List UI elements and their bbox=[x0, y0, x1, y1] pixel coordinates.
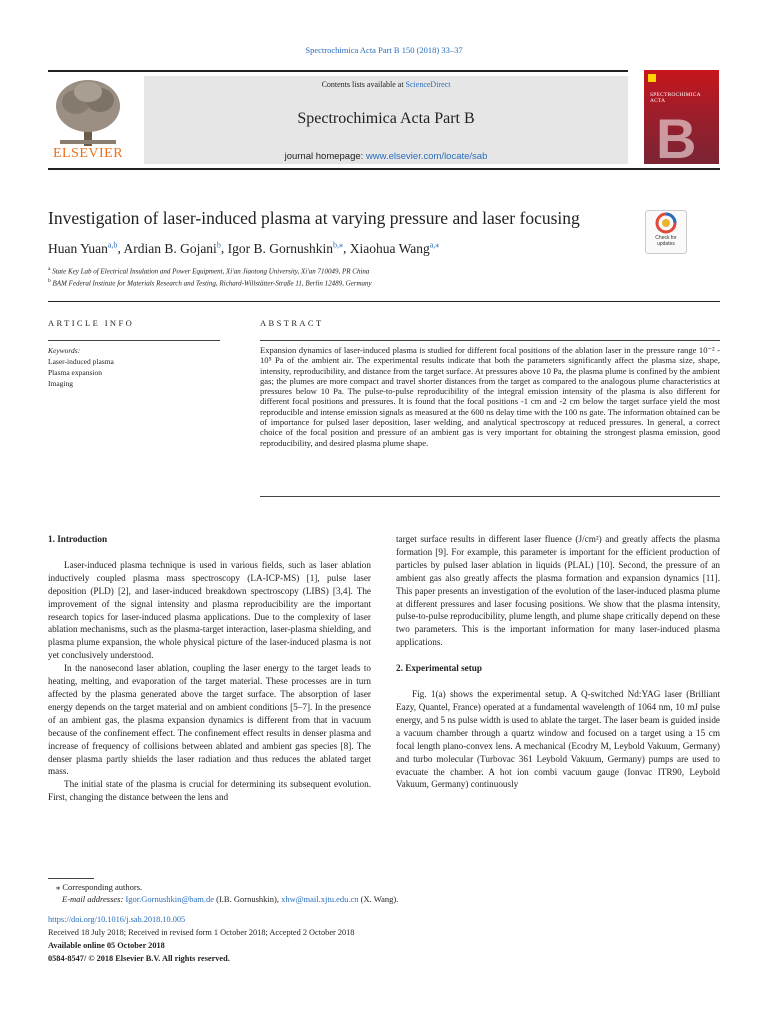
author[interactable]: Huan Yuan$^{a,b}$ bbox=[48, 240, 118, 256]
publisher-name: ELSEVIER bbox=[52, 146, 124, 161]
spacer bbox=[396, 649, 720, 662]
available-online: Available online 05 October 2018 bbox=[48, 941, 165, 950]
corresponding-authors-note: ⁎ Corresponding authors. bbox=[56, 882, 143, 892]
abstract-heading: ABSTRACT bbox=[260, 318, 324, 328]
header-rule-bottom bbox=[48, 168, 720, 170]
copyright-line: 0584-8547/ © 2018 Elsevier B.V. All rights reserved. bbox=[48, 954, 230, 963]
email-link[interactable]: Igor.Gornushkin@bam.de bbox=[125, 894, 215, 904]
section-heading-experimental-setup: 2. Experimental setup bbox=[396, 663, 483, 674]
author[interactable]: Igor B. Gornushkin$^{b,⁎}$ bbox=[227, 240, 343, 256]
footnote-rule bbox=[48, 878, 94, 879]
email-link[interactable]: xhw@mail.xjtu.edu.cn bbox=[281, 894, 359, 904]
affiliation-a: $^a$ State Key Lab of Electrical Insulation and Power Equipment, Xi'an Jiaotong University, Xi'an 710049, PR China bbox=[48, 266, 370, 276]
sciencedirect-link[interactable]: ScienceDirect bbox=[405, 80, 451, 89]
journal-citation[interactable]: Spectrochimica Acta Part B 150 (2018) 33–37 bbox=[305, 45, 463, 55]
article-info-heading: ARTICLE INFO bbox=[48, 318, 135, 328]
paragraph: Fig. 1(a) shows the experimental setup. A Q-switched Nd:YAG laser (Brilliant Eazy, Quantel, France) operated at a fundamental wavelength of 1064 nm, 10 mJ pulse energy, and 5 ns pulse width is used to ablate the target. The laser beam is guided inside a vacuum chamber through a quartz window and focused on a target using a 15 cm focal length plano-convex lens. A mechanical (Ecodry M, Leybold Vakuum, Germany) and turbo molecular (Turbovac 361 Leybold Vakuum, Germany) pumps are used to evacuate the chamber. A hot ion combi vacuum gauge (Ionvac ITR90, Leybold Vakuum, Germany) continuously bbox=[396, 689, 720, 790]
check-for-updates-button[interactable] bbox=[645, 210, 687, 254]
check-updates-icon bbox=[646, 211, 686, 235]
paragraph: Laser-induced plasma technique is used in various fields, such as laser ablation inductively coupled plasma mass spectroscopy (LA-ICP-MS) [1], pulse laser deposition (PLD) [2], and laser-induced breakdown spectroscopy (LIBS) [3,4]. The improvement of the signal intensity and plasma reproducibility are the important research topics for laser-induced plasma applications. Due to the complexity of laser ablation mechanisms, such as the plasma-target interaction, laser-plasma shielding, and plasma plume expansion, the whole physical picture of the laser-induced plasma is not yet conclusively understood. bbox=[48, 559, 371, 661]
abstract-rule-bottom bbox=[260, 496, 720, 497]
email-addresses: E-mail addresses: Igor.Gornushkin@bam.de (I.B. Gornushkin), xhw@mail.xjtu.edu.cn (X. Wang). bbox=[62, 894, 399, 904]
homepage-line bbox=[144, 151, 628, 162]
homepage-prefix: journal homepage: bbox=[284, 151, 366, 162]
contents-line bbox=[144, 80, 628, 89]
body-left-column bbox=[48, 533, 371, 804]
journal-name: Spectrochimica Acta Part B bbox=[297, 110, 475, 127]
doi-link[interactable]: https://doi.org/10.1016/j.sab.2018.10.005 bbox=[48, 915, 186, 924]
keyword: Plasma expansion bbox=[48, 368, 102, 377]
header-rule-top bbox=[48, 70, 628, 72]
abstract-text: Expansion dynamics of laser-induced plasma is studied for different focal positions of the ablation laser in the pressure range 10⁻² - 10⁵ Pa of the ambient air. The experimental results indicate that both the parameters significantly affect the plasma size, shape, intensity, reproducibility, and distance from the target surface. At pressures above 10 Pa, the plasma plume is confined by the ambient gas; the plumes are more compact and travel shorter distances from the target as compared to the analogous plume characteristics at pressures below 10 Pa. The pulse-to-pulse reproducibility of the integral emission intensity of the plasma is also different for different focal positions and pressures. It is found that the focal positions -1 cm and -2 cm below the target surface yield the most reproducible and intense emission signals as measured at the 600 ns delay time with the 100 ns gate. The information obtained can be of importance for pulsed laser deposition, laser welding, and analytical spectroscopy at reduced pressures. In general, a correct choice of the focal position and pressure of an ambient gas is very important for obtaining the strongest plasma emission, good reproducibility, and desired plasma plume shape. bbox=[260, 345, 720, 448]
cover-letter: B bbox=[656, 107, 697, 164]
section-heading-introduction: 1. Introduction bbox=[48, 534, 108, 544]
cover-title: SPECTROCHIMICA ACTA bbox=[650, 92, 701, 104]
affiliation-b: $^b$ BAM Federal Institute for Materials Research and Testing, Richard-Willstätter-Straße 11, Berlin 12489, Germany bbox=[48, 278, 372, 288]
homepage-link[interactable]: www.elsevier.com/locate/sab bbox=[365, 151, 488, 162]
paragraph: The initial state of the plasma is crucial for determining its subsequent evolution. First, changing the distance between the lens and bbox=[48, 779, 371, 803]
keywords-label: Keywords: bbox=[48, 346, 81, 355]
author[interactable]: Ardian B. Gojani$^b$ bbox=[123, 240, 221, 256]
abstract-rule bbox=[260, 340, 720, 341]
received-dates: Received 18 July 2018; Received in revised form 1 October 2018; Accepted 2 October 2018 bbox=[48, 928, 355, 937]
journal-cover-thumbnail[interactable] bbox=[644, 70, 719, 164]
author[interactable]: Xiaohua Wang$^{a,⁎}$ bbox=[349, 240, 440, 256]
author-list: Huan Yuan$^{a,b}$, Ardian B. Gojani$^b$, Igor B. Gornushkin$^{b,⁎}$, Xiaohua Wang$^{a,⁎}$ bbox=[48, 240, 440, 256]
elsevier-logo[interactable] bbox=[48, 76, 128, 164]
cover-accent bbox=[648, 74, 656, 82]
body-right-column bbox=[396, 533, 720, 791]
section-rule bbox=[48, 301, 720, 302]
keyword: Laser-induced plasma bbox=[48, 357, 114, 366]
paragraph: In the nanosecond laser ablation, coupling the laser energy to the target leads to heating, melting, and evaporation of the target material. These processes are in turn affected by the plasma generated above the target surface. The absorption of laser energy depends on the target material and on ambient conditions [5–7]. In the presence of an ambient gas, the plasma expansion dynamics is different from that in vacuum because of the confinement effect. The confinement effect results in denser plasma and increase of frequency of collisions between ablated and ambient gas species [8]. The denser plasma partly shields the laser radiation and thus reduces the ablated target mass. bbox=[48, 663, 371, 777]
check-updates-label: Check for updates bbox=[655, 235, 677, 247]
paragraph: target surface results in different laser fluence (J/cm²) and greatly affects the plasma formation [9]. For example, this parameter is important for the efficient production of particles by pulsed laser ablation in liquids (PLAL) [10]. Second, the pressure of an ambient gas also greatly affects the plasma formation and expansion dynamics [11]. This paper presents an investigation of the evolution of the laser-induced plasma plume at different pressures and laser focusing positions. We show that the plasma intensity, pulse-to-pulse reproducibility, plume length, and plume shape critically depend on these two parameters. This is the important information for many laser-induced plasma applications. bbox=[396, 534, 720, 648]
keyword: Imaging bbox=[48, 379, 73, 388]
contents-prefix: Contents lists available at bbox=[321, 80, 406, 89]
paper-title: Investigation of laser-induced plasma at varying pressure and laser focusing bbox=[48, 208, 580, 228]
article-info-rule bbox=[48, 340, 220, 341]
